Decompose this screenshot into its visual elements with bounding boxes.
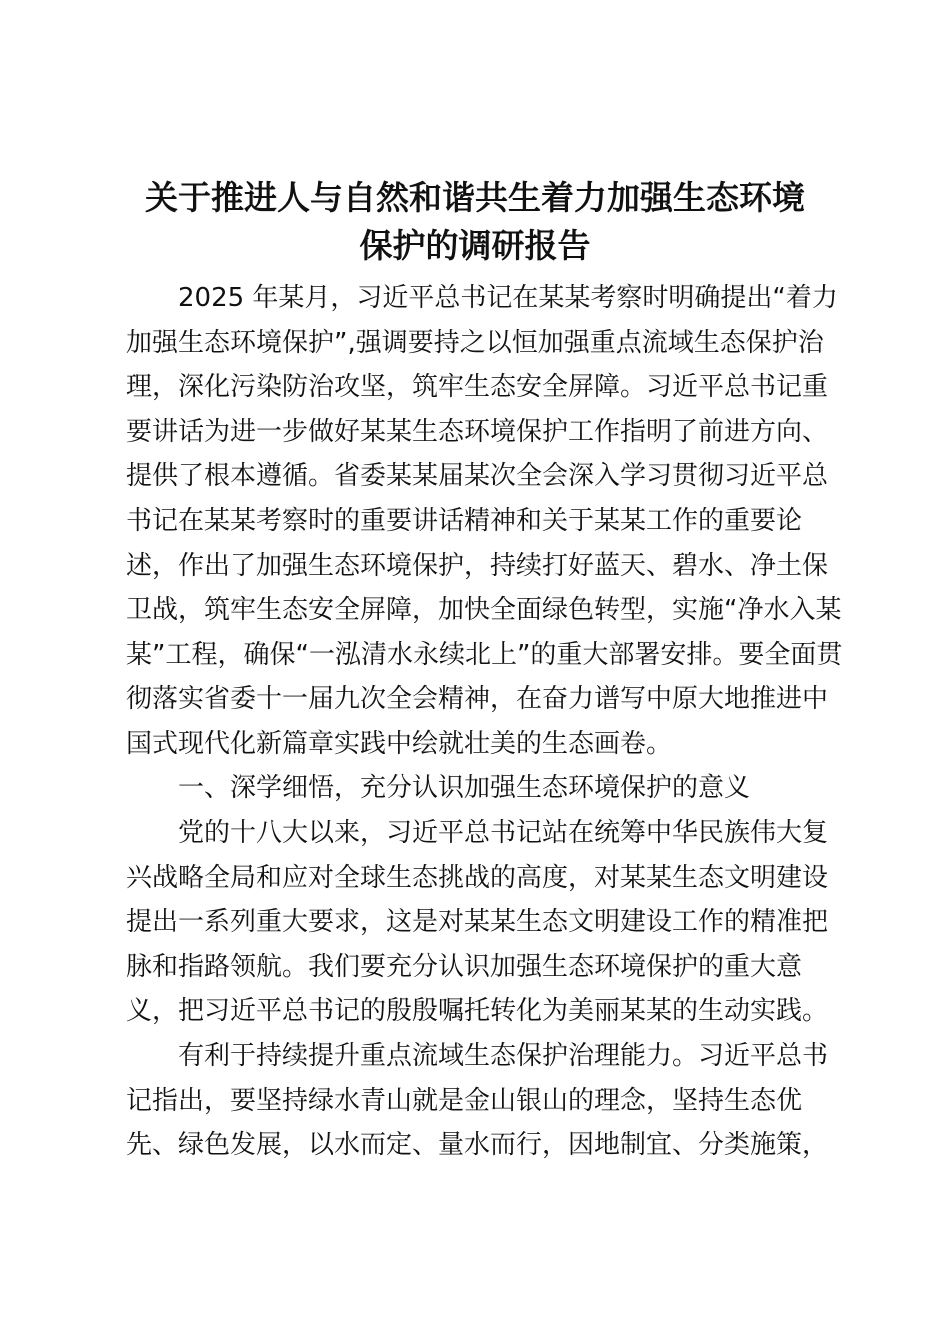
paragraph-line: 脉和指路领航。我们要充分认识加强生态环境保护的重大意 bbox=[126, 951, 803, 982]
paragraph-line: 书记在某某考察时的重要讲话精神和关于某某工作的重要论 bbox=[126, 505, 803, 536]
paragraph-line: 有利于持续提升重点流域生态保护治理能力。习近平总书 bbox=[178, 1041, 829, 1071]
section-heading bbox=[126, 766, 836, 811]
paragraph-line: 卫战，筑牢生态安全屏障，加快全面绿色转型，实施“净水入某 bbox=[126, 595, 842, 626]
intro-paragraph bbox=[126, 276, 843, 767]
paragraph-line: 加强生态环境保护”,强调要持之以恒加强重点流域生态保护治 bbox=[126, 327, 824, 358]
paragraph-line: 党的十八大以来，习近平总书记站在统筹中华民族伟大复 bbox=[178, 818, 829, 848]
paragraph-line: 理，深化污染防治攻坚，筑牢生态安全屏障。习近平总书记重 bbox=[126, 372, 829, 403]
paragraph-line: 某”工程，确保“一泓清水永续北上”的重大部署安排。要全面贯 bbox=[126, 639, 843, 670]
paragraph-line: 先、绿色发展，以水而定、量水而行，因地制宜、分类施策， bbox=[126, 1130, 829, 1161]
body-paragraph bbox=[126, 1034, 836, 1168]
document-title-line-2: 保护的调研报告 bbox=[359, 226, 591, 265]
section-heading-text: 一、深学细悟，充分认识加强生态环境保护的意义 bbox=[178, 773, 751, 803]
paragraph-line: 国式现代化新篇章实践中绘就壮美的生态画卷。 bbox=[126, 728, 673, 759]
paragraph-line: 兴战略全局和应对全球生态挑战的高度，对某某生态文明建设 bbox=[126, 862, 829, 893]
body-paragraph bbox=[126, 811, 836, 1034]
paragraph-line: 要讲话为进一步做好某某生态环境保护工作指明了前进方向、 bbox=[126, 416, 829, 447]
paragraph-line: 记指出，要坚持绿水青山就是金山银山的理念，坚持生态优 bbox=[126, 1085, 803, 1116]
paragraph-line: 提出一系列重大要求，这是对某某生态文明建设工作的精准把 bbox=[126, 907, 829, 938]
paragraph-line: 义，把习近平总书记的殷殷嘱托转化为美丽某某的生动实践。 bbox=[126, 996, 829, 1027]
paragraph-line: 2025 年某月，习近平总书记在某某考察时明确提出“着力 bbox=[178, 283, 838, 313]
paragraph-line: 彻落实省委十一届九次全会精神，在奋力谱写中原大地推进中 bbox=[126, 684, 829, 715]
document-title-line-1: 关于推进人与自然和谐共生着力加强生态环境 bbox=[145, 178, 805, 217]
paragraph-line: 提供了根本遵循。省委某某届某次全会深入学习贯彻习近平总 bbox=[126, 461, 829, 492]
paragraph-line: 述，作出了加强生态环境保护，持续打好蓝天、碧水、净土保 bbox=[126, 550, 829, 581]
